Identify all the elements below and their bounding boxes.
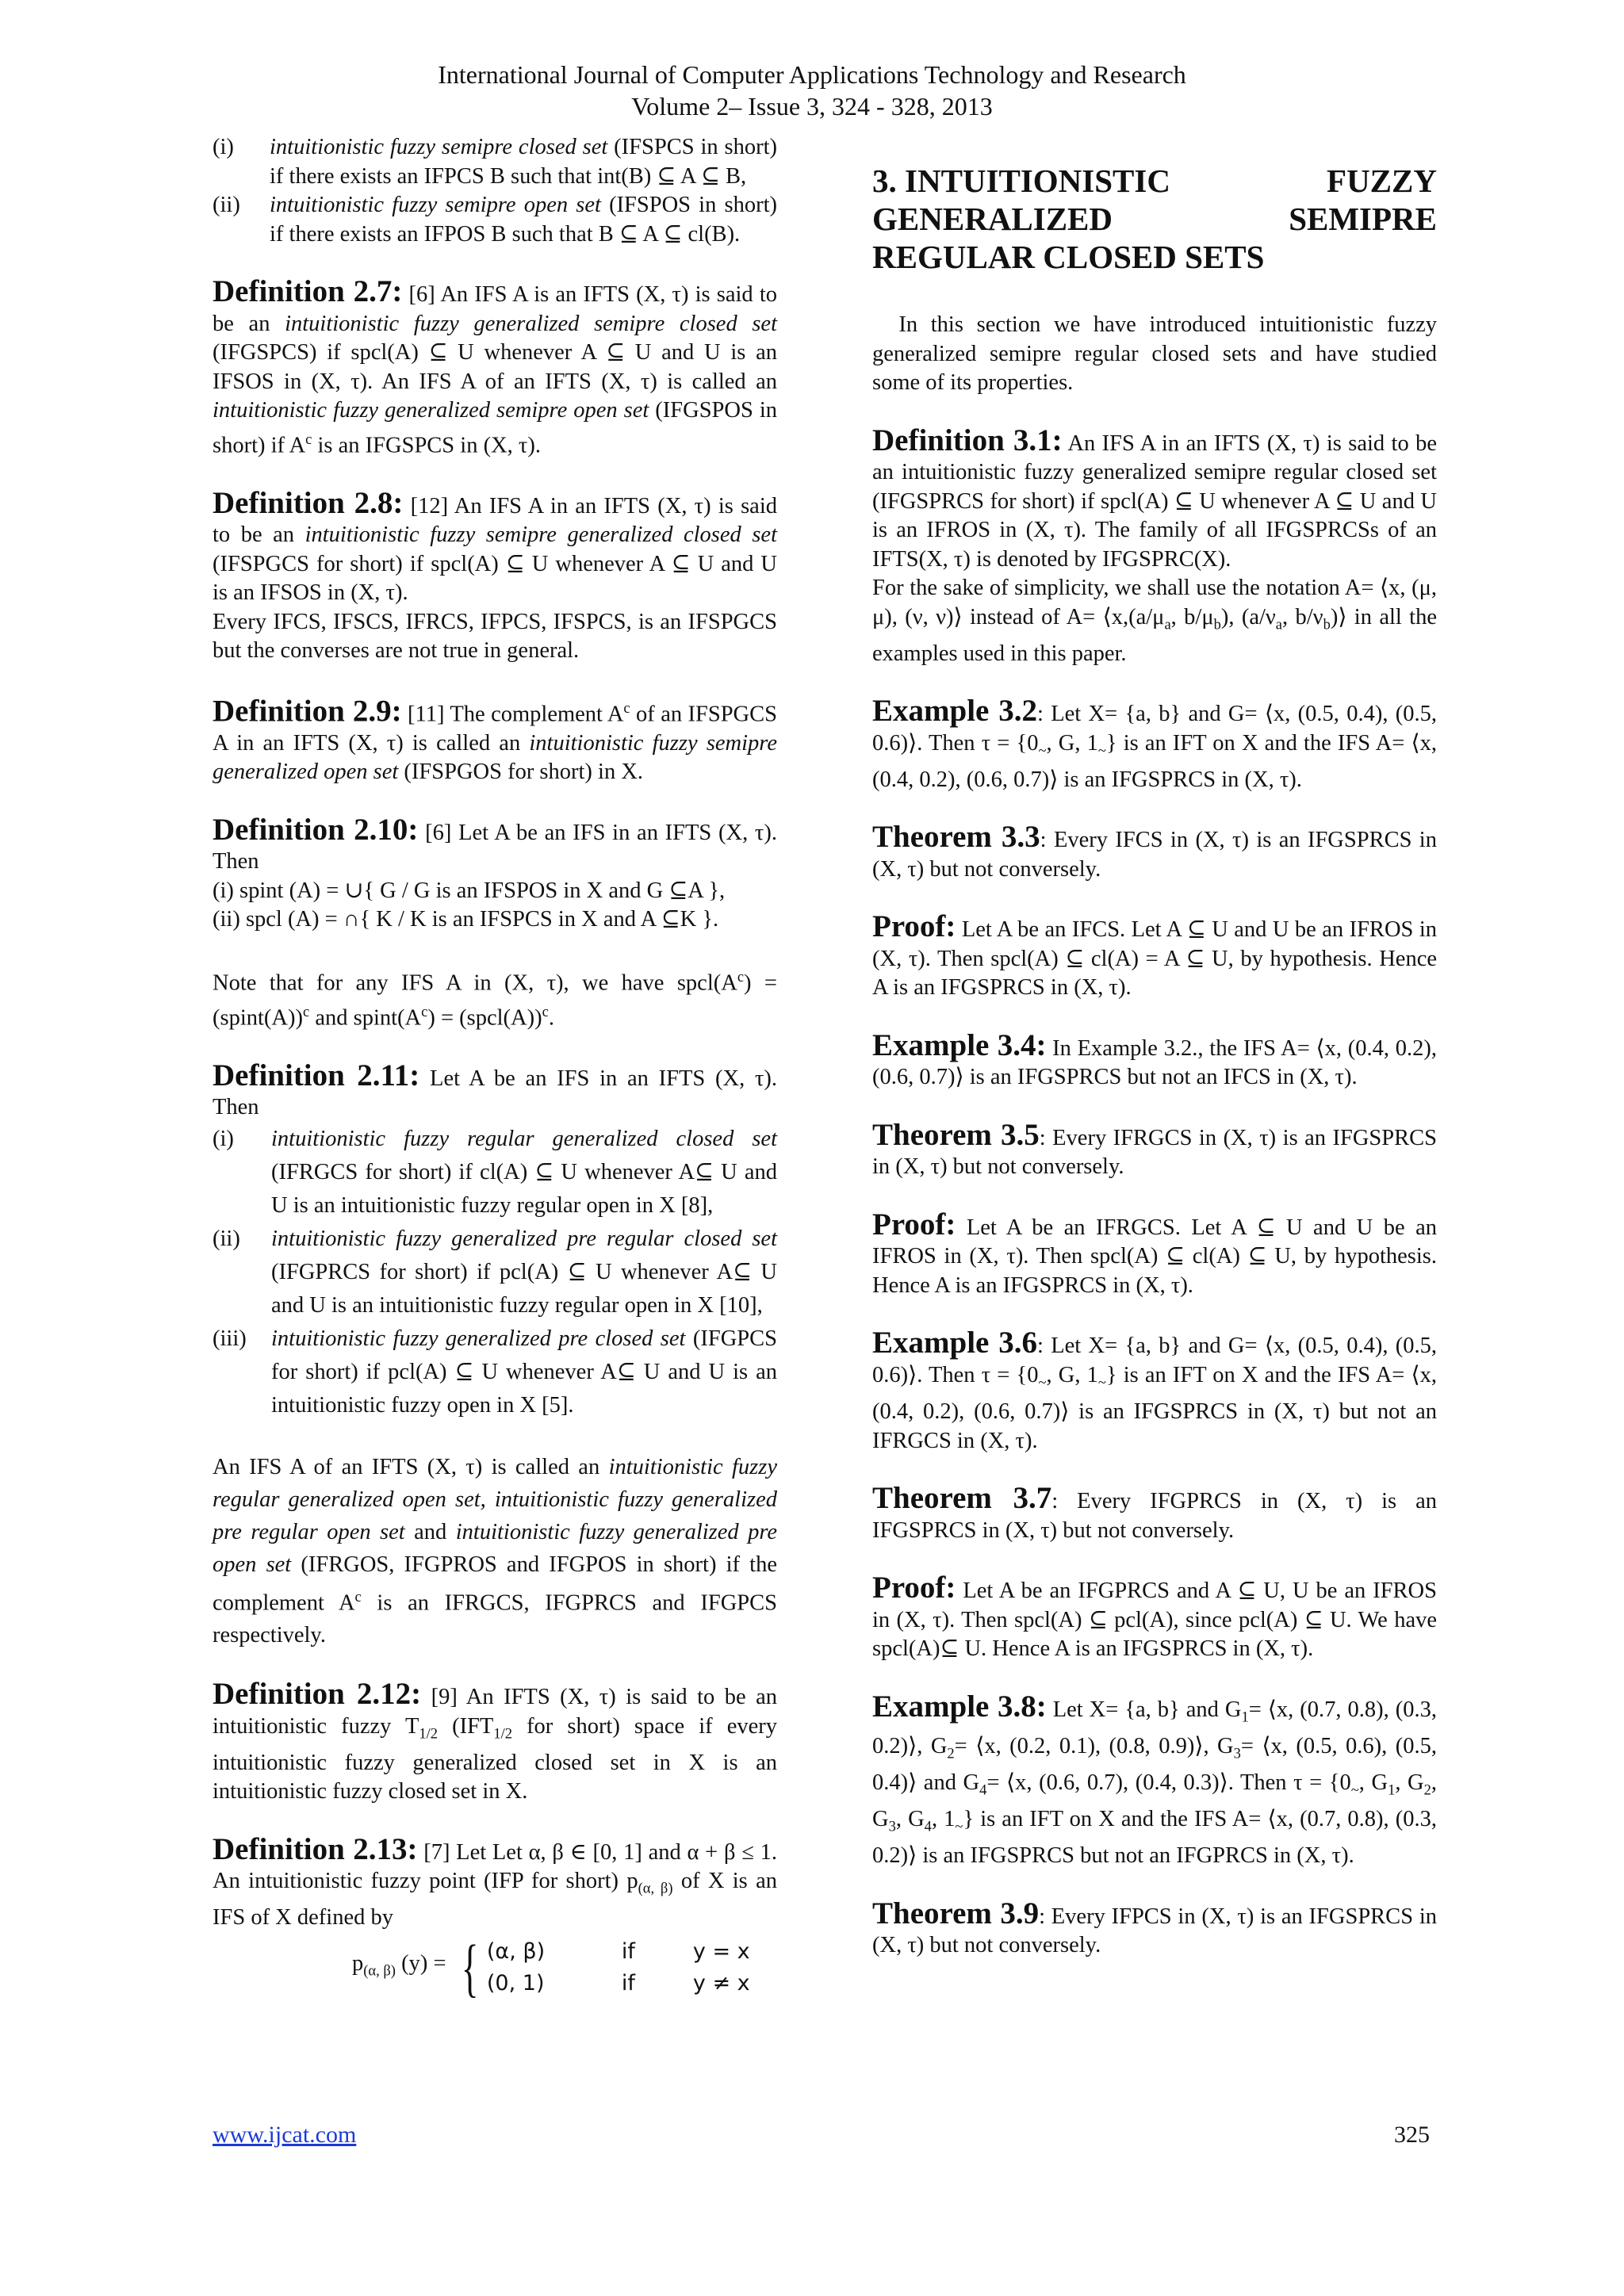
journal-title: International Journal of Computer Applications Technology and Research <box>438 60 1186 89</box>
left-column <box>213 133 778 2003</box>
theorem-3-9: Theorem 3.9: Every IFPCS in (X, τ) is an IFGSPRCS in (X, τ) but not conversely. <box>872 1896 1437 1958</box>
definition-2-13: Definition 2.13: [7] Let Let α, β ∈ [0, 1] and α + β ≤ 1. An intuitionistic fuzzy point (IFP for short) $p_{(\alpha, \beta)}$ of X is an IFS of X defined by $p_{(\alpha, \beta)}$ (y) = { (α, β) if y = x (0, 1) if y ≠ x <box>213 1831 777 2003</box>
definition-2-11: Definition 2.11: Let A be an IFS in an IFTS (X, τ). Then (i) intuitionistic fuzzy regular generalized closed set (IFRGCS for short) if cl(A) ⊆ U whenever A⊆ U and U is an intuitionistic fuzzy regular open in X [8], (ii) intuitionistic fuzzy generalized pre regular closed set (IFGPRCS for short) if pcl(A) ⊆ U whenever A⊆ U and U is an intuitionistic fuzzy regular open in X [10], (iii) intuitionistic fuzzy generalized pre closed set (IFGPCS for short) if pcl(A) ⊆ U whenever A⊆ U and U is an intuitionistic fuzzy open in X [5]. <box>213 1058 778 1418</box>
list-item: (ii) intuitionistic fuzzy semipre open set (IFSPOS in short) if there exists an IFPOS B such that B ⊆ A ⊆ cl(B). <box>213 193 777 247</box>
definition-2-10: Definition 2.10: [6] Let A be an IFS in an IFTS (X, τ). Then (i) spint (A) = ∪{ G / G is an IFSPOS in X and G ⊆A }, (ii) spcl (A) = ∩{ K / K is an IFSPCS in X and A ⊆K }. Note that for any IFS A in (X, τ), we have $spcl(A^c)$ = (spint(A))$^c$ and $spint(A^c)$ = (spcl(A))$^c$. <box>213 812 777 1030</box>
list-item: (i) intuitionistic fuzzy semipre closed set (IFSPCS in short) if there exists an IFPCS B such that int(B) ⊆ A ⊆ B, <box>213 135 777 189</box>
journal-website-link[interactable]: www.ijcat.com <box>213 2122 357 2148</box>
page-number: 325 <box>1394 2122 1430 2148</box>
example-3-8: Example 3.8: Let X= {a, b} and $G_1=$ ⟨x, (0.7, 0.8), (0.3, 0.2)⟩, $G_2=$ ⟨x, (0.2, 0.1), (0.8, 0.9)⟩, $G_3=$ ⟨x, (0.5, 0.6), (0.5, 0.4)⟩ and $G_4=$ ⟨x, (0.6, 0.7), (0.4, 0.3)⟩. Then $\tau = \{0_\sim$, $G_1$, $G_2$, $G_3$, $G_4$, $1_\sim$} is an IFT on X and the IFS A= ⟨x, (0.7, 0.8), (0.3, 0.2)⟩ is an IFGSPRCS but not an IFGPRCS in (X, τ). <box>872 1689 1438 1869</box>
definition-2-7: Definition 2.7: [6] An IFS A is an IFTS (X, τ) is said to be an intuitionistic fuzzy generalized semipre closed set (IFGSPCS) if spcl(A) ⊆ U whenever A ⊆ U and U is an IFSOS in (X, τ). An IFS A of an IFTS (X, τ) is called an intuitionistic fuzzy generalized semipre open set (IFGSPOS in short) if $A^c$ is an IFGSPCS in (X, τ). <box>213 274 778 457</box>
example-3-4: Example 3.4: In Example 3.2., the IFS A= ⟨x, (0.4, 0.2), (0.6, 0.7)⟩ is an IFGSPRCS but not an IFCS in (X, τ). <box>872 1027 1437 1090</box>
definition-3-1: Definition 3.1: An IFS A in an IFTS (X, τ) is said to be an intuitionistic fuzzy generalized semipre regular closed set (IFGSPRCS for short) if spcl(A) ⊆ U whenever A ⊆ U and U is an IFROS in (X, τ). The family of all IFGSPRCSs of an IFTS(X, τ) is denoted by IFGSPRC(X). For the sake of simplicity, we shall use the notation A= ⟨x, (μ, μ), (ν, ν)⟩ instead of $A= ⟨x,(a/\mu_a$, $b/\mu_b$), ($a/\nu_a$, $b/\nu_b)⟩$ in all the examples used in this paper. <box>872 423 1437 666</box>
example-3-2: Example 3.2: Let X= {a, b} and G= ⟨x, (0.5, 0.4), (0.5, 0.6)⟩. Then $\tau = \{0_\sim$, G, $1_\sim$} is an IFT on X and the IFS A= ⟨x, (0.4, 0.2), (0.6, 0.7)⟩ is an IFGSPRCS in (X, τ). <box>872 694 1437 792</box>
journal-volume: Volume 2– Issue 3, 324 - 328, 2013 <box>631 92 993 121</box>
theorem-3-5: Theorem 3.5: Every IFRGCS in (X, τ) is an IFGSPRCS in (X, τ) but not conversely. <box>872 1117 1437 1180</box>
theorem-3-3: Theorem 3.3: Every IFCS in (X, τ) is an IFGSPRCS in (X, τ) but not conversely. <box>872 820 1437 882</box>
right-column <box>872 162 1437 1961</box>
proof-3-7: Proof: Let A be an IFGPRCS and A ⊆ U, U be an IFROS in (X, τ). Then spcl(A) ⊆ pcl(A), since pcl(A) ⊆ U. We have spcl(A)⊆ U. Hence A is an IFGSPRCS in (X, τ). <box>872 1571 1437 1662</box>
theorem-3-7: Theorem 3.7: Every IFGPRCS in (X, τ) is an IFGSPRCS in (X, τ) but not conversely. <box>872 1481 1437 1543</box>
definition-2-12: Definition 2.12: [9] An IFTS (X, τ) is said to be an intuitionistic fuzzy $T_{1/2}$ ($IFT_{1/2}$ for short) space if every intuitionistic fuzzy generalized closed set in X is an intuitionistic fuzzy closed set in X. <box>213 1677 777 1804</box>
proof-3-3: Proof: Let A be an IFCS. Let A ⊆ U and U be an IFROS in (X, τ). Then spcl(A) ⊆ cl(A) = A ⊆ U, by hypothesis. Hence A is an IFGSPRCS in (X, τ). <box>872 909 1437 1001</box>
example-3-6: Example 3.6: Let X= {a, b} and G= ⟨x, (0.5, 0.4), (0.5, 0.6)⟩. Then $\tau = \{0_\sim$, G, $1_\sim$} is an IFT on X and the IFS A= ⟨x, (0.4, 0.2), (0.6, 0.7)⟩ is an IFGSPRCS in (X, τ) but not an IFRGCS in (X, τ). <box>872 1326 1437 1453</box>
definition-2-9: Definition 2.9: [11] The complement $A^c$ of an IFSPGCS A in an IFTS (X, τ) is called an intuitionistic fuzzy semipre generalized open set (IFSPGOS for short) in X. <box>213 694 778 784</box>
proof-3-5: Proof: Let A be an IFRGCS. Let A ⊆ U and U be an IFROS in (X, τ). Then spcl(A) ⊆ cl(A) ⊆ U, by hypothesis. Hence A is an IFGSPRCS in (X, τ). <box>872 1207 1437 1298</box>
section-title: 3. INTUITIONISTIC FUZZY GENERALIZED SEMIPRE REGULAR CLOSED SETS <box>872 163 1437 275</box>
section-intro: In this section we have introduced intuitionistic fuzzy generalized semipre regular closed sets and have studied some of its properties. <box>872 312 1437 395</box>
ifp-formula: $p_{(\alpha, \beta)}$ (y) = { (α, β) if y = x (0, 1) if y ≠ x <box>352 1931 750 2003</box>
paragraph-ifrgos: An IFS A of an IFTS (X, τ) is called an intuitionistic fuzzy regular generalized open set, intuitionistic fuzzy generalized pre regular open set and intuitionistic fuzzy generalized pre open set (IFRGOS, IFGPROS and IFGPOS in short) if the complement $A^c$ is an IFRGCS, IFGPRCS and IFGPCS respectively. <box>213 1454 778 1647</box>
definition-2-8: Definition 2.8: [12] An IFS A in an IFTS (X, τ) is said to be an intuitionistic fuzzy semipre generalized closed set (IFSPGCS for short) if spcl(A) ⊆ U whenever A ⊆ U and U is an IFSOS in (X, τ). Every IFCS, IFSCS, IFRCS, IFPCS, IFSPCS, is an IFSPGCS but the converses are not true in general. <box>213 485 777 663</box>
